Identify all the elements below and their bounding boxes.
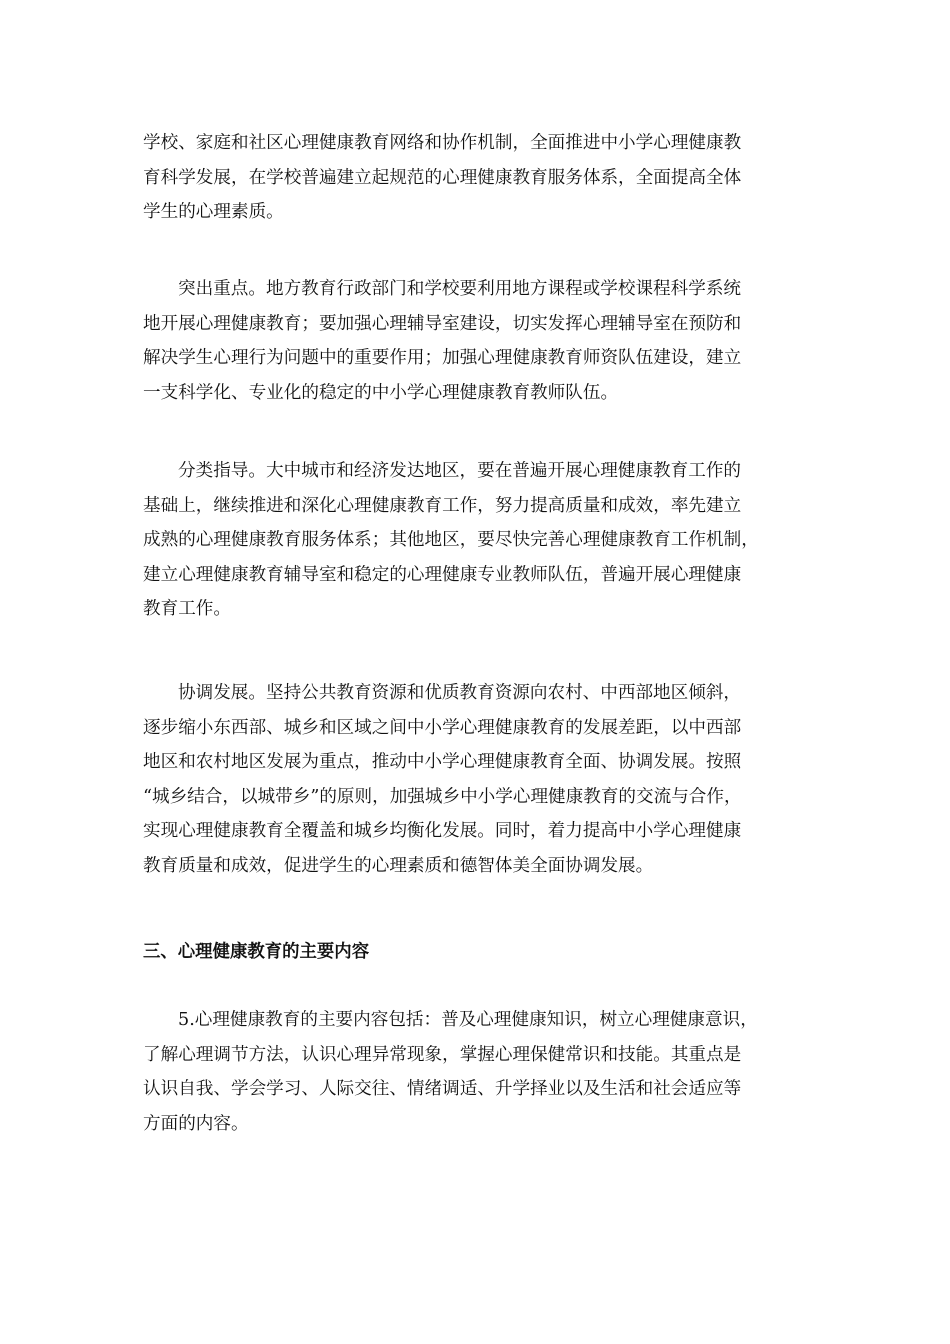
text-line: 教育工作。: [143, 599, 231, 619]
text-line: 建立心理健康教育辅导室和稳定的心理健康专业教师队伍，普遍开展心理健康: [143, 564, 742, 585]
paragraph-main-content: [143, 1003, 803, 1141]
paragraph-highlight-focus: [143, 272, 803, 410]
text-line: 地区和农村地区发展为重点，推动中小学心理健康教育全面、协调发展。按照: [143, 752, 742, 772]
text-line: 学生的心理素质。: [143, 202, 284, 222]
text-line: 方面的内容。: [143, 1113, 249, 1134]
paragraph-network-mechanism: [143, 126, 803, 230]
section-heading-block: [143, 935, 803, 970]
text-line: 突出重点。地方教育行政部门和学校要利用地方课程或学校课程科学系统: [178, 279, 742, 299]
text-line: 成熟的心理健康教育服务体系；其他地区，要尽快完善心理健康教育工作机制，: [143, 530, 759, 550]
text-line: 育科学发展，在学校普遍建立起规范的心理健康教育服务体系，全面提高全体: [143, 167, 742, 188]
text-line: “城乡结合，以城带乡”的原则，加强城乡中小学心理健康教育的交流与合作，: [143, 786, 742, 807]
text-line: 分类指导。大中城市和经济发达地区，要在普遍开展心理健康教育工作的: [178, 461, 742, 481]
section-heading: 三、心理健康教育的主要内容: [143, 942, 370, 962]
text-line: 5.心理健康教育的主要内容包括：普及心理健康知识，树立心理健康意识，: [178, 1010, 758, 1030]
text-line: 实现心理健康教育全覆盖和城乡均衡化发展。同时，着力提高中小学心理健康: [143, 821, 742, 841]
text-line: 了解心理调节方法，认识心理异常现象，掌握心理保健常识和技能。其重点是: [143, 1044, 742, 1065]
text-line: 认识自我、学会学习、人际交往、情绪调适、升学择业以及生活和社会适应等: [143, 1079, 742, 1099]
text-line: 地开展心理健康教育；要加强心理辅导室建设，切实发挥心理辅导室在预防和: [143, 313, 742, 334]
text-line: 基础上，继续推进和深化心理健康教育工作，努力提高质量和成效，率先建立: [143, 495, 742, 516]
paragraph-coordinated-development: [143, 676, 803, 883]
text-line: 一支科学化、专业化的稳定的中小学心理健康教育教师队伍。: [143, 382, 619, 403]
text-line: 解决学生心理行为问题中的重要作用；加强心理健康教育师资队伍建设，建立: [143, 348, 742, 368]
paragraph-classified-guidance: [143, 454, 803, 627]
text-line: 教育质量和成效，促进学生的心理素质和德智体美全面协调发展。: [143, 855, 654, 876]
text-line: 学校、家庭和社区心理健康教育网络和协作机制，全面推进中小学心理健康教: [143, 133, 742, 153]
text-line: 逐步缩小东西部、城乡和区域之间中小学心理健康教育的发展差距，以中西部: [143, 717, 742, 738]
text-line: 协调发展。坚持公共教育资源和优质教育资源向农村、中西部地区倾斜，: [178, 683, 742, 703]
